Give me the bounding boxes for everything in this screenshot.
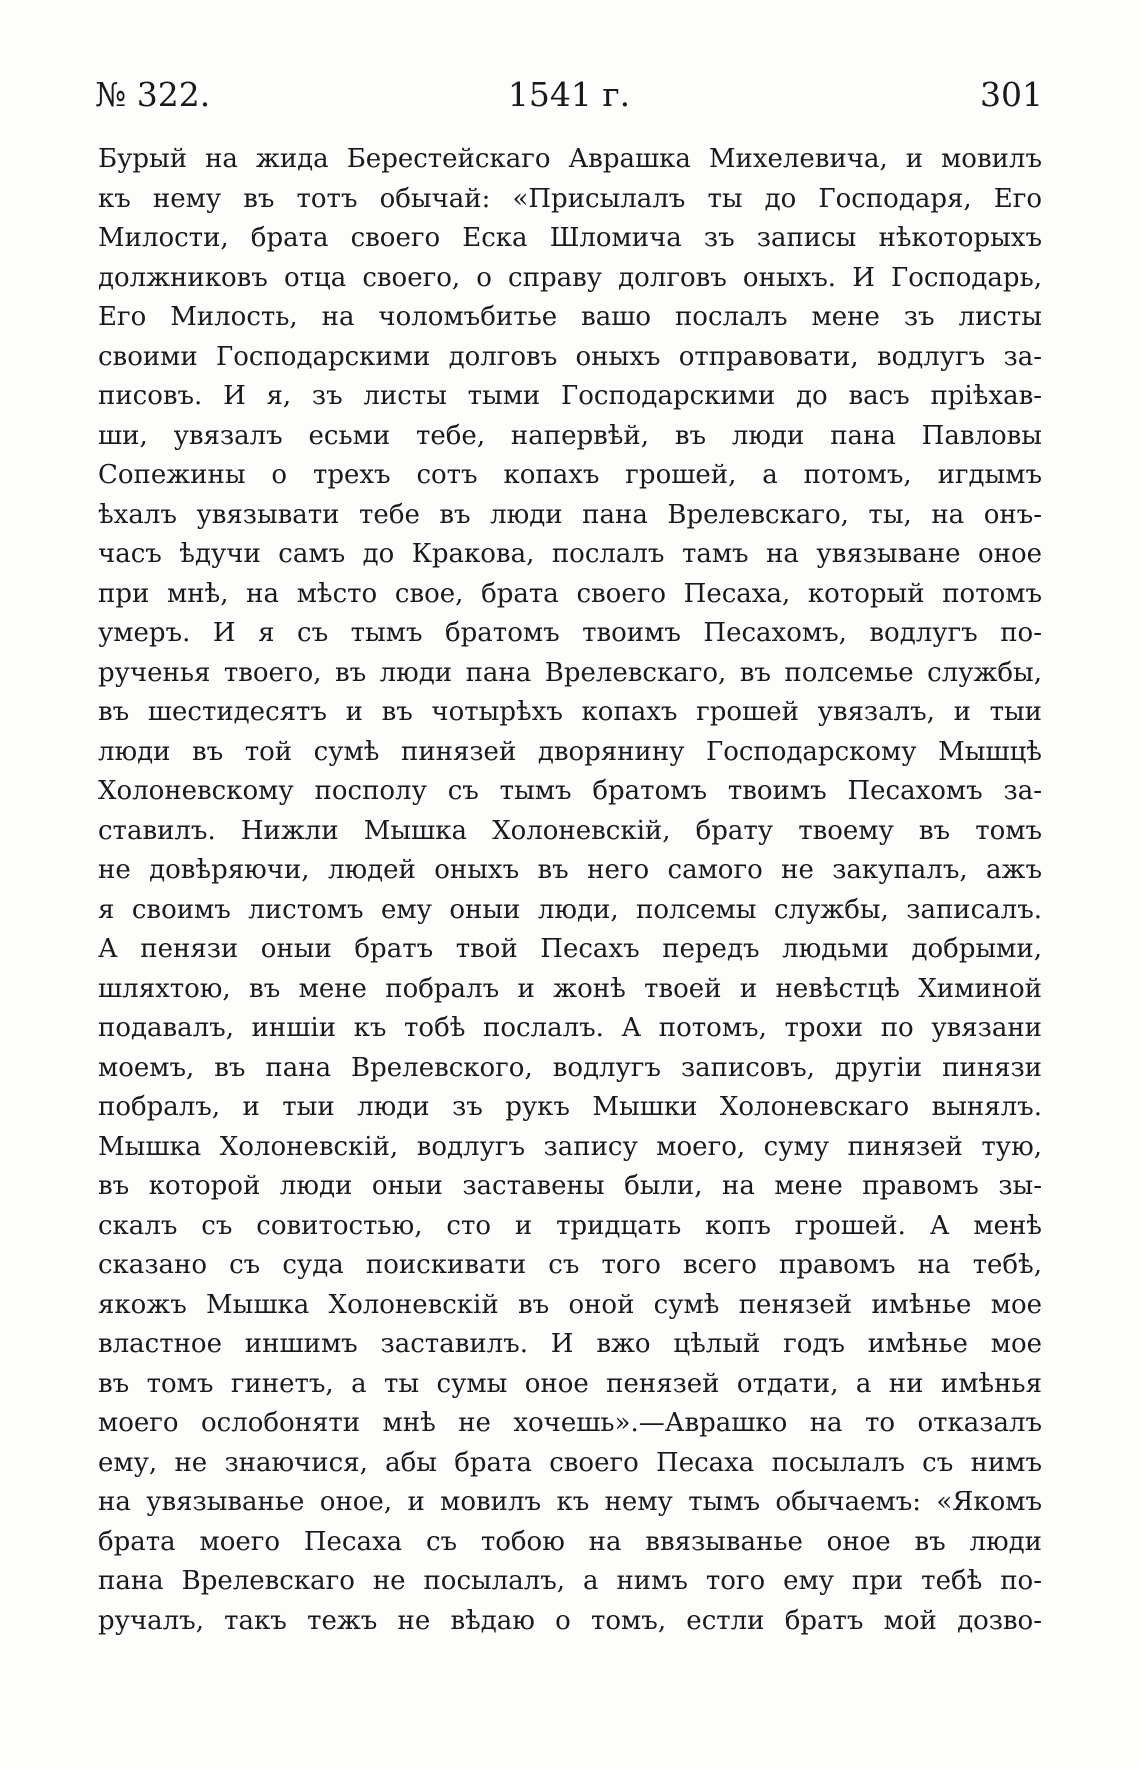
text-line: сказано съ суда поискивати съ того всего правомъ на тебѣ, xyxy=(98,1250,1042,1280)
body-text xyxy=(98,140,1042,1641)
text-line: ручалъ, такъ тежъ не вѣдаю о томъ, естли братъ мой дозво- xyxy=(98,1605,1042,1636)
text-line: властное иншимъ заставилъ. И вжо цѣлый годъ имѣнье мое xyxy=(98,1329,1042,1359)
text-line: люди въ той сумѣ пинязей дворянину Господарскому Мышцѣ xyxy=(98,736,1042,767)
text-line: скалъ съ совитостью, сто и тридцать копъ грошей. А менѣ xyxy=(98,1210,1042,1241)
text-line: пана Врелевскаго не посылалъ, а нимъ того ему при тебѣ по- xyxy=(98,1566,1042,1596)
text-line: Холоневскому посполу съ тымъ братомъ твоимъ Песахомъ за- xyxy=(98,776,1042,806)
text-line: въ шестидесятъ и въ чотырѣхъ копахъ грошей увязалъ, и тыи xyxy=(98,697,1042,727)
text-line: ши, увязалъ есьми тебе, напервѣй, въ люди пана Павловы xyxy=(98,420,1042,451)
text-line: Мышка Холоневскiй, водлугъ запису моего, суму пинязей тую, xyxy=(98,1131,1042,1162)
text-line: рученья твоего, въ люди пана Врелевскаго, въ полсемье службы, xyxy=(98,657,1042,688)
text-line: писовъ. И я, зъ листы тыми Господарскими до васъ прiѣхав- xyxy=(98,381,1042,411)
document-number: № 322. xyxy=(95,75,211,114)
text-line: въ которой люди оныи заставены были, на мене правомъ зы- xyxy=(98,1171,1042,1201)
text-line: должниковъ отца своего, о справу долговъ оныхъ. И Господарь, xyxy=(98,262,1042,293)
text-line: ѣхалъ увязывати тебе въ люди пана Врелевскаго, ты, на онъ- xyxy=(98,499,1042,530)
text-line: А пенязи оныи братъ твой Песахъ передъ людьми добрыми, xyxy=(98,934,1042,964)
text-line: на увязыванье оное, и мовилъ къ нему тымъ обычаемъ: «Якомъ xyxy=(98,1487,1042,1517)
text-line: въ томъ гинетъ, а ты сумы оное пенязей отдати, а ни имѣнья xyxy=(98,1368,1042,1399)
text-line: Его Милость, на чоломъбитье вашо послалъ мене зъ листы xyxy=(98,302,1042,332)
text-line: часъ ѣдучи самъ до Кракова, послалъ тамъ на увязыване оное xyxy=(98,539,1042,569)
text-line: подавалъ, иншiи къ тобѣ послалъ. А потомъ, трохи по увязани xyxy=(98,1013,1042,1043)
text-line: Бурый на жида Берестейскаго Аврашка Михелевича, и мовилъ xyxy=(98,144,1042,174)
text-line: ему, не знаючися, абы брата своего Песаха посылалъ съ нимъ xyxy=(98,1447,1042,1478)
text-line: побралъ, и тыи люди зъ рукъ Мышки Холоневскаго вынялъ. xyxy=(98,1092,1042,1122)
page-header xyxy=(95,70,1043,120)
text-line: Сопежины о трехъ сотъ копахъ грошей, а потомъ, игдымъ xyxy=(98,460,1042,490)
document-year: 1541 г. xyxy=(507,75,631,114)
text-line: ставилъ. Нижли Мышка Холоневскiй, брату твоему въ томъ xyxy=(98,815,1042,846)
text-line: своими Господарскими долговъ оныхъ отправовати, водлугъ за- xyxy=(98,341,1042,372)
text-line: умеръ. И я съ тымъ братомъ твоимъ Песахомъ, водлугъ по- xyxy=(98,618,1042,648)
text-line: моего ослобоняти мнѣ не хочешь».—Аврашко на то отказалъ xyxy=(98,1408,1042,1438)
text-line: я своимъ листомъ ему оныи люди, полсемы службы, записалъ. xyxy=(98,894,1042,925)
text-line: моемъ, въ пана Врелевского, водлугъ записовъ, другiи пинязи xyxy=(98,1052,1042,1083)
text-line: къ нему въ тотъ обычай: «Присылалъ ты до Господаря, Его xyxy=(98,183,1042,214)
text-line: Милости, брата своего Еска Шломича зъ записы нѣкоторыхъ xyxy=(98,223,1042,253)
text-line: не довѣряючи, людей оныхъ въ него самого не закупалъ, ажъ xyxy=(98,855,1042,885)
text-line: якожъ Мышка Холоневскiй въ оной сумѣ пенязей имѣнье мое xyxy=(98,1289,1042,1320)
text-line: шляхтою, въ мене побралъ и жонѣ твоей и невѣстцѣ Химиной xyxy=(98,973,1042,1004)
page-number: 301 xyxy=(980,75,1043,114)
text-line: при мнѣ, на мѣсто свое, брата своего Песаха, который потомъ xyxy=(98,578,1042,609)
text-line: брата моего Песаха съ тобою на ввязыванье оное въ люди xyxy=(98,1526,1042,1557)
